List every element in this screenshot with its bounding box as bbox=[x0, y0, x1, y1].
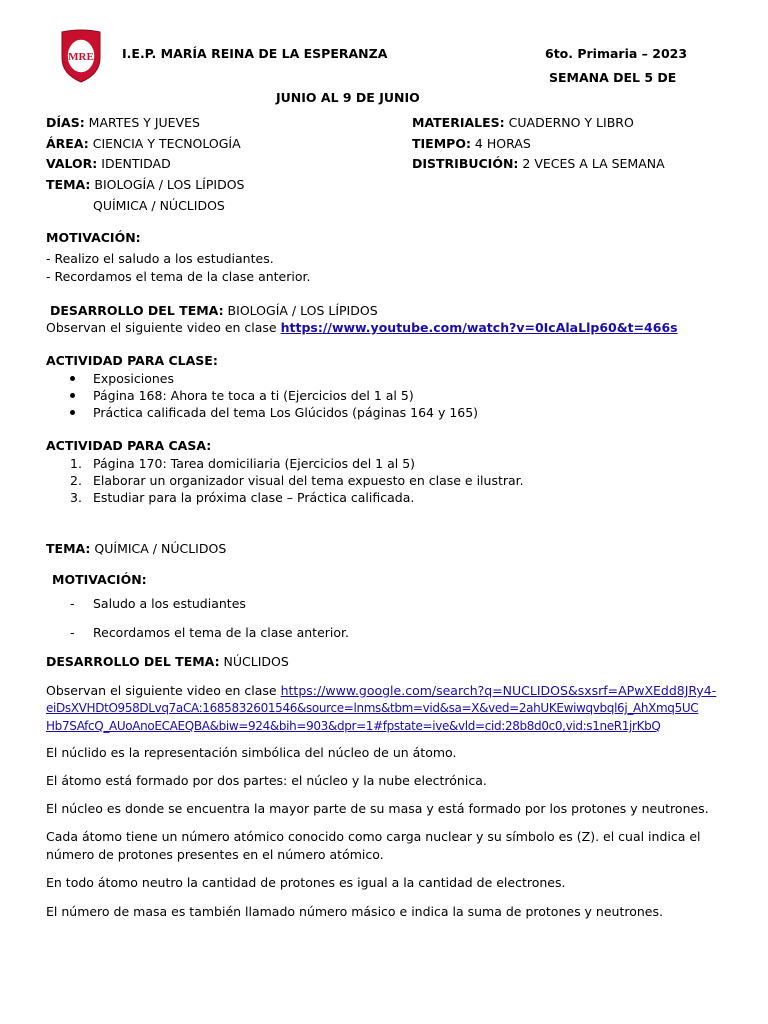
desarrollo-1-label: DESARROLLO DEL TEMA: bbox=[50, 303, 224, 318]
actividad-casa-title: ACTIVIDAD PARA CASA: bbox=[46, 438, 212, 453]
tema-2-label: TEMA: bbox=[46, 541, 91, 556]
desarrollo-2-row bbox=[46, 654, 289, 670]
tema-value-2: QUÍMICA / NÚCLIDOS bbox=[93, 198, 225, 213]
tema-label: TEMA: bbox=[46, 177, 91, 192]
paragraph: Cada átomo tiene un número atómico conocido como carga nuclear y su símbolo es (Z). el cual indica el número de protones presentes en el número atómico. bbox=[46, 829, 701, 862]
school-logo-icon bbox=[58, 28, 104, 84]
desarrollo-1-row bbox=[50, 303, 378, 319]
area-value: CIENCIA Y TECNOLOGÍA bbox=[88, 136, 241, 151]
tema-row bbox=[46, 177, 244, 193]
paragraph: El número de masa es también llamado número másico e indica la suma de protones y neutrones. bbox=[46, 904, 663, 919]
tema-value-1: BIOLOGÍA / LOS LÍPIDOS bbox=[90, 177, 245, 192]
tiempo-value: 4 HORAS bbox=[470, 136, 531, 151]
dash-icon: - bbox=[70, 625, 75, 640]
dias-label: DÍAS: bbox=[46, 115, 85, 130]
valor-value: IDENTIDAD bbox=[97, 156, 171, 171]
video-2-text: Observan el siguiente video en clase bbox=[46, 683, 281, 698]
school-name: I.E.P. MARÍA REINA DE LA ESPERANZA bbox=[122, 46, 388, 61]
bullet-icon bbox=[70, 393, 75, 398]
materiales-value: CUADERNO Y LIBRO bbox=[504, 115, 634, 130]
list-item: Práctica calificada del tema Los Glúcidos (páginas 164 y 165) bbox=[93, 405, 479, 420]
video-2-link[interactable]: eiDsXVHDtO958DLvq7aCA:1685832601546&source=lnms&tbm=vid&sa=X&ved=2ahUKEwiwqvbql6j_AhXmq5UC bbox=[46, 701, 699, 715]
list-item: Exposiciones bbox=[93, 371, 174, 386]
bullet-icon bbox=[70, 410, 75, 415]
paragraph: En todo átomo neutro la cantidad de protones es igual a la cantidad de electrones. bbox=[46, 875, 566, 890]
list-item: Recordamos el tema de la clase anterior. bbox=[93, 625, 349, 640]
dias-value: MARTES Y JUEVES bbox=[84, 115, 200, 130]
desarrollo-2-value: NÚCLIDOS bbox=[219, 654, 289, 669]
list-item: Elaborar un organizador visual del tema expuesto en clase e ilustrar. bbox=[93, 473, 524, 488]
list-number: 2. bbox=[70, 473, 82, 488]
distribucion-row bbox=[412, 156, 665, 172]
tiempo-label: TIEMPO: bbox=[412, 136, 471, 151]
desarrollo-2-label: DESARROLLO DEL TEMA: bbox=[46, 654, 220, 669]
video-2-row bbox=[46, 682, 716, 700]
area-label: ÁREA: bbox=[46, 136, 89, 151]
valor-row bbox=[46, 156, 171, 172]
valor-label: VALOR: bbox=[46, 156, 98, 171]
desarrollo-1-value: BIOLOGÍA / LOS LÍPIDOS bbox=[223, 303, 378, 318]
week-line-2: JUNIO AL 9 DE JUNIO bbox=[276, 90, 420, 105]
video-1-link[interactable]: https://www.youtube.com/watch?v=0IcAlaLlp60&t=466s bbox=[280, 320, 678, 335]
bullet-icon bbox=[70, 376, 75, 381]
motivacion-1-line: - Realizo el saludo a los estudiantes. bbox=[46, 251, 274, 266]
list-item: Estudiar para la próxima clase – Práctica calificada. bbox=[93, 490, 415, 505]
logo-text: MRE bbox=[68, 51, 94, 63]
dias-row bbox=[46, 115, 200, 131]
video-2-link[interactable]: Hb7SAfcQ_AUoAnoECAEQBA&biw=924&bih=903&dpr=1#fpstate=ive&vld=cid:28b8d0c0,vid:s1neR1jrKbQ bbox=[46, 719, 661, 733]
paragraph: El núclido es la representación simbólica del núcleo de un átomo. bbox=[46, 745, 457, 760]
list-item: Página 170: Tarea domiciliaria (Ejercicios del 1 al 5) bbox=[93, 456, 416, 471]
tiempo-row bbox=[412, 136, 531, 152]
video-1-row bbox=[46, 320, 678, 336]
materiales-row bbox=[412, 115, 634, 131]
area-row bbox=[46, 136, 241, 152]
paragraph: El núcleo es donde se encuentra la mayor parte de su masa y está formado por los protones y neutrones. bbox=[46, 801, 709, 816]
materiales-label: MATERIALES: bbox=[412, 115, 505, 130]
paragraph: El átomo está formado por dos partes: el núcleo y la nube electrónica. bbox=[46, 773, 487, 788]
motivacion-2-title: MOTIVACIÓN: bbox=[52, 572, 147, 587]
dash-icon: - bbox=[70, 596, 75, 611]
video-1-text: Observan el siguiente video en clase bbox=[46, 320, 281, 335]
video-2-link[interactable]: https://www.google.com/search?q=NUCLIDOS&sxsrf=APwXEdd8JRy4- bbox=[280, 683, 717, 698]
list-item: Saludo a los estudiantes bbox=[93, 596, 246, 611]
actividad-clase-title: ACTIVIDAD PARA CLASE: bbox=[46, 353, 218, 368]
distribucion-label: DISTRIBUCIÓN: bbox=[412, 156, 519, 171]
list-number: 1. bbox=[70, 456, 82, 471]
list-item: Página 168: Ahora te toca a ti (Ejercicios del 1 al 5) bbox=[93, 388, 414, 403]
motivacion-1-line: - Recordamos el tema de la clase anterior. bbox=[46, 269, 311, 284]
distribucion-value: 2 VECES A LA SEMANA bbox=[518, 156, 665, 171]
list-number: 3. bbox=[70, 490, 82, 505]
week-line-1: SEMANA DEL 5 DE bbox=[549, 70, 677, 85]
tema-2-value: QUÍMICA / NÚCLIDOS bbox=[90, 541, 227, 556]
grade-year: 6to. Primaria – 2023 bbox=[545, 46, 688, 61]
motivacion-1-title: MOTIVACIÓN: bbox=[46, 230, 141, 245]
tema-2-row bbox=[46, 541, 226, 557]
